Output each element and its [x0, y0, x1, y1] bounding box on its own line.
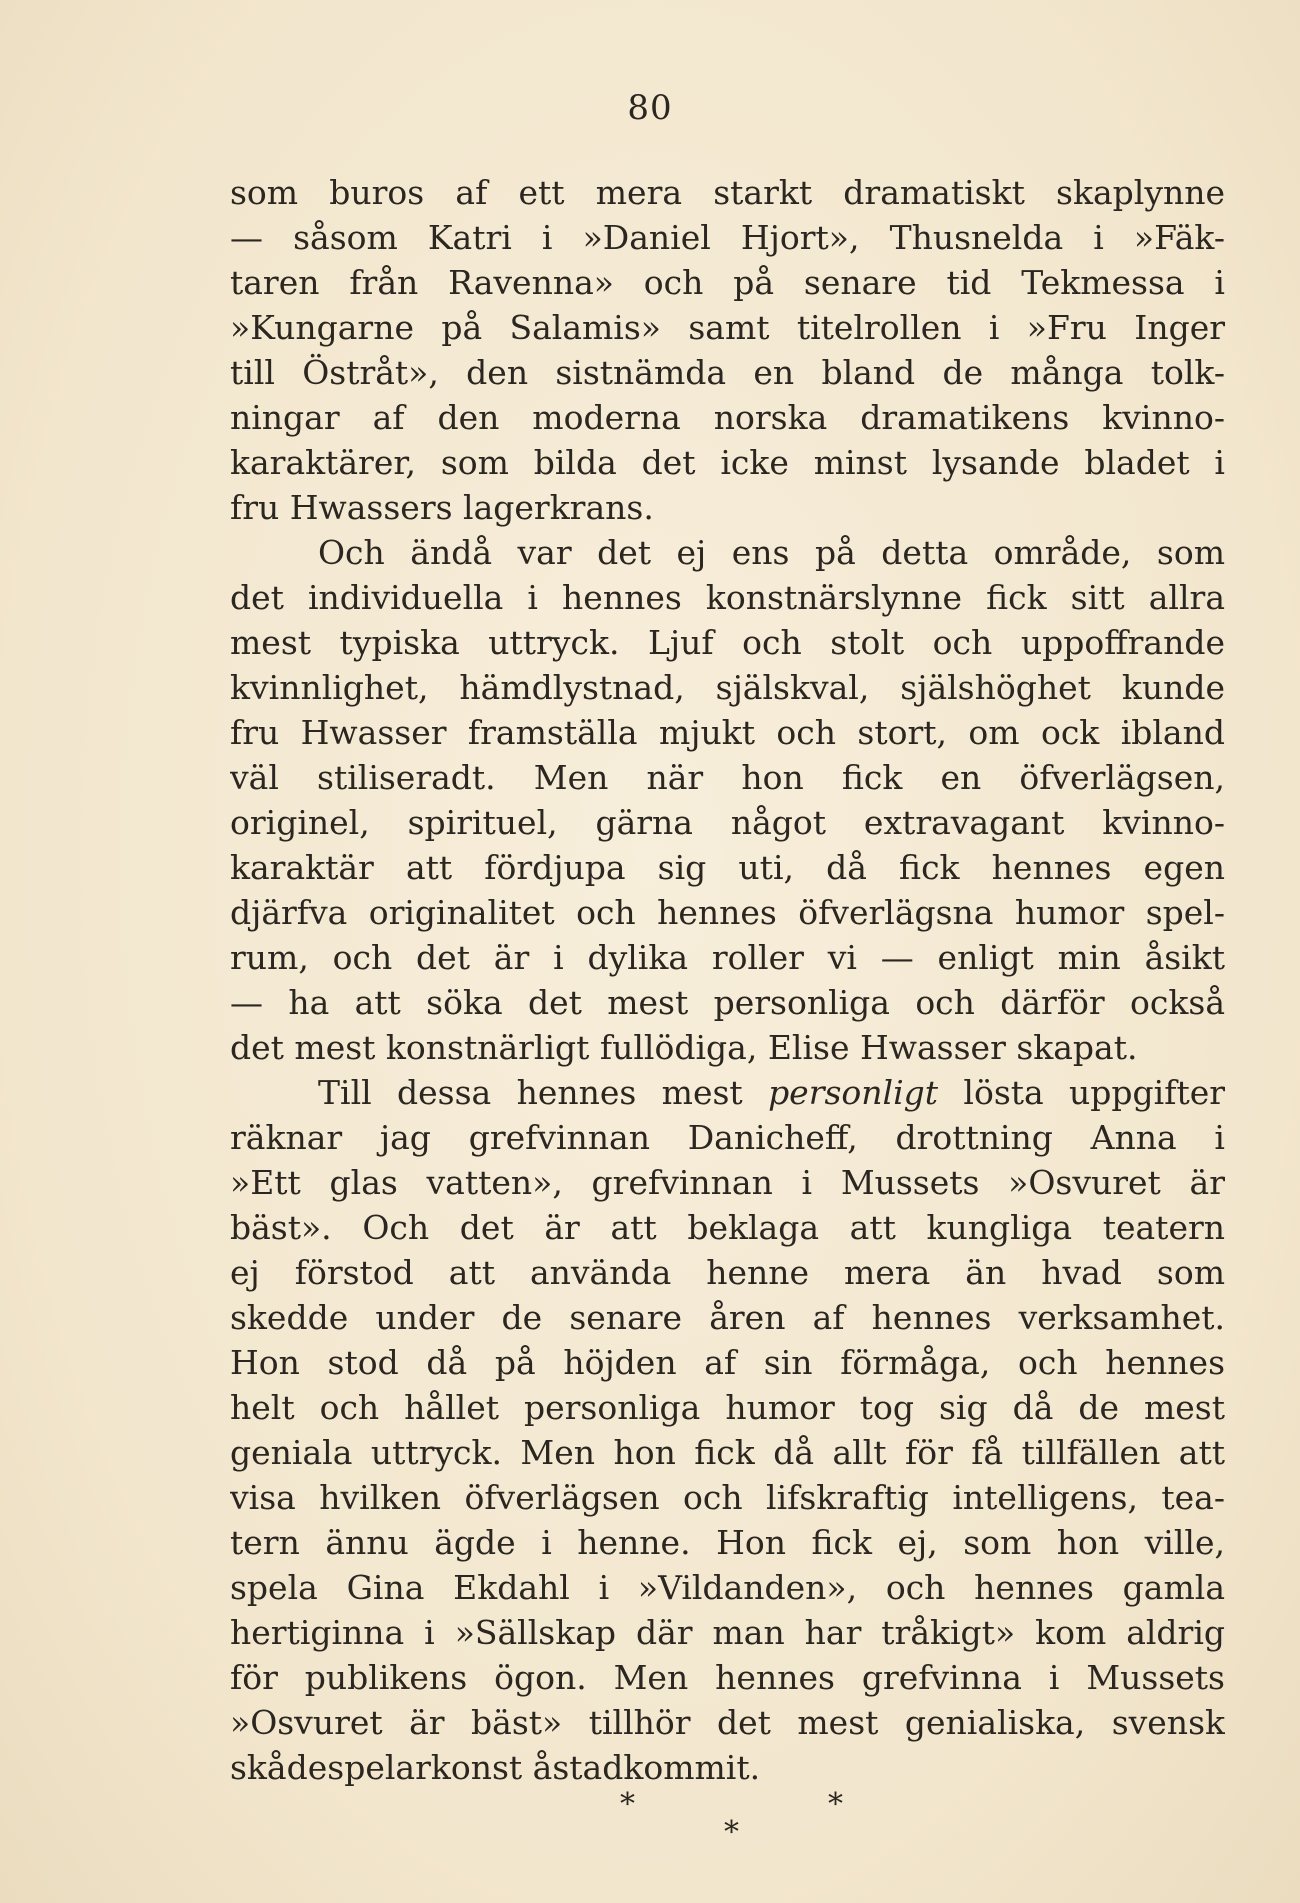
text-line: — såsom Katri i »Daniel Hjort», Thusnelda i »Fäk-	[230, 218, 1225, 257]
asterism-right: *	[828, 1787, 843, 1822]
text-line: — ha att söka det mest personliga och därför också	[230, 983, 1225, 1022]
text-line: till Östråt», den sistnämda en bland de många tolk-	[230, 353, 1225, 392]
text-line: rum, och det är i dylika roller vi — enligt min åsikt	[230, 938, 1225, 977]
text-line: »Ett glas vatten», grefvinnan i Mussets »Osvuret är	[230, 1163, 1225, 1202]
text-line: karaktär att fördjupa sig uti, då fick hennes egen	[230, 848, 1225, 887]
text-line: originel, spirituel, gärna något extravagant kvinno-	[230, 803, 1225, 842]
text-line: ningar af den moderna norska dramatikens kvinno-	[230, 398, 1225, 437]
body-text	[230, 170, 1225, 1790]
text-line: karaktärer, som bilda det icke minst lysande bladet i	[230, 443, 1225, 482]
text-segment: Till dessa hennes mest	[318, 1073, 769, 1112]
text-line: »Osvuret är bäst» tillhör det mest genialiska, svensk	[230, 1703, 1225, 1742]
text-line: taren från Ravenna» och på senare tid Tekmessa i	[230, 263, 1225, 302]
text-line: »Kungarne på Salamis» samt titelrollen i »Fru Inger	[230, 308, 1225, 347]
text-segment: lösta uppgifter	[938, 1073, 1225, 1112]
text-line: räknar jag grefvinnan Danicheff, drottning Anna i	[230, 1118, 1225, 1157]
text-line: väl stiliseradt. Men när hon fick en öfverlägsen,	[230, 758, 1225, 797]
text-line: bäst». Och det är att beklaga att kungliga teatern	[230, 1208, 1225, 1247]
text-line: ej förstod att använda henne mera än hvad som	[230, 1253, 1225, 1292]
text-line: helt och hållet personliga humor tog sig då de mest	[230, 1388, 1225, 1427]
text-line: spela Gina Ekdahl i »Vildanden», och hennes gamla	[230, 1568, 1225, 1607]
text-line: Hon stod då på höjden af sin förmåga, och hennes	[230, 1343, 1225, 1382]
text-line: geniala uttryck. Men hon fick då allt för få tillfällen att	[230, 1433, 1225, 1472]
asterism-left: *	[620, 1787, 635, 1822]
text-line: hertiginna i »Sällskap där man har tråkigt» kom aldrig	[230, 1613, 1225, 1652]
text-line: som buros af ett mera starkt dramatiskt skaplynne	[230, 173, 1225, 212]
text-line: för publikens ögon. Men hennes grefvinna i Mussets	[230, 1658, 1225, 1697]
text-line: mest typiska uttryck. Ljuf och stolt och uppoffrande	[230, 623, 1225, 662]
italic-word: personligt	[768, 1073, 939, 1112]
text-line: det individuella i hennes konstnärslynne fick sitt allra	[230, 578, 1225, 617]
text-line: djärfva originalitet och hennes öfverlägsna humor spel-	[230, 893, 1225, 932]
text-line: fru Hwassers lagerkrans.	[230, 488, 654, 527]
asterism-bottom: *	[724, 1815, 739, 1850]
text-line: tern ännu ägde i henne. Hon fick ej, som hon ville,	[230, 1523, 1225, 1562]
text-line: Och ändå var det ej ens på detta område, som	[318, 533, 1225, 572]
text-line: skedde under de senare åren af hennes verksamhet.	[230, 1298, 1225, 1337]
text-line: visa hvilken öfverlägsen och lifskraftig intelligens, tea-	[230, 1478, 1225, 1517]
text-line	[230, 1070, 1225, 1115]
text-line: fru Hwasser framställa mjukt och stort, om ock ibland	[230, 713, 1225, 752]
text-line: skådespelarkonst åstadkommit.	[230, 1748, 761, 1787]
page-number: 80	[627, 88, 673, 128]
text-line: kvinnlighet, hämdlystnad, själskval, själshöghet kunde	[230, 668, 1225, 707]
text-line: det mest konstnärligt fullödiga, Elise Hwasser skapat.	[230, 1028, 1138, 1067]
